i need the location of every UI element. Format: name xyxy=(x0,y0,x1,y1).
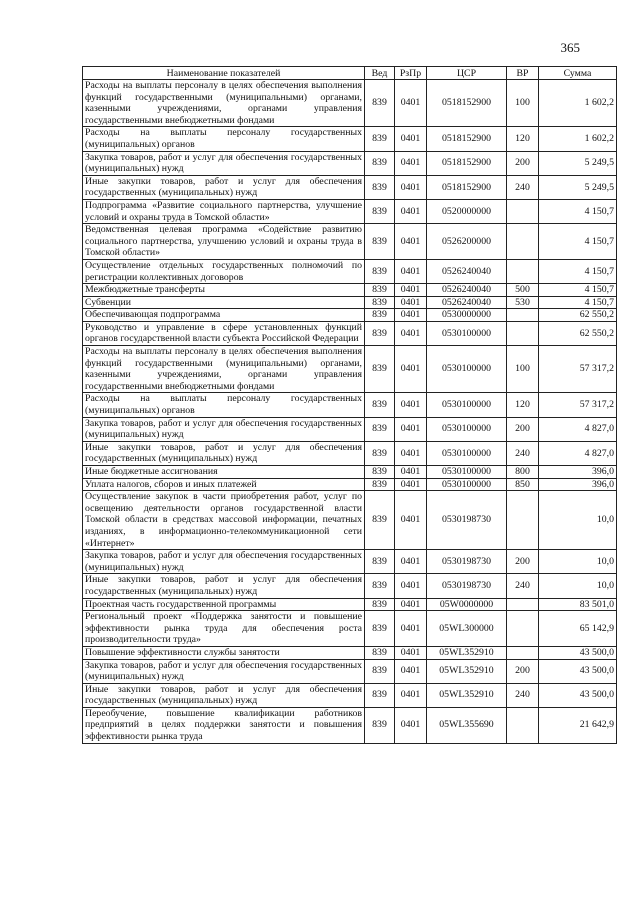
cell-name: Расходы на выплаты персоналу государственных (муниципальных) органов xyxy=(83,393,365,417)
cell-ved: 839 xyxy=(365,611,395,647)
cell-vr xyxy=(507,224,539,260)
cell-sum: 4 150,7 xyxy=(539,199,617,223)
header-ved: Вед xyxy=(365,67,395,80)
cell-sum: 43 500,0 xyxy=(539,683,617,707)
cell-rzpr: 0401 xyxy=(395,175,427,199)
table-row xyxy=(83,151,617,175)
cell-csr: 05WL352910 xyxy=(427,659,507,683)
cell-sum: 10,0 xyxy=(539,550,617,574)
cell-csr: 0530198730 xyxy=(427,574,507,598)
table-row xyxy=(83,491,617,550)
cell-name: Иные бюджетные ассигнования xyxy=(83,466,365,479)
cell-ved: 839 xyxy=(365,296,395,309)
cell-rzpr: 0401 xyxy=(395,199,427,223)
table-row xyxy=(83,80,617,127)
cell-name: Подпрограмма «Развитие социального партнерства, улучшение условий и охраны труда в Томской области» xyxy=(83,199,365,223)
cell-sum: 62 550,2 xyxy=(539,321,617,345)
table-row xyxy=(83,646,617,659)
table-row xyxy=(83,441,617,465)
cell-ved: 839 xyxy=(365,478,395,491)
cell-ved: 839 xyxy=(365,417,395,441)
cell-name: Межбюджетные трансферты xyxy=(83,284,365,297)
cell-vr: 530 xyxy=(507,296,539,309)
cell-ved: 839 xyxy=(365,441,395,465)
cell-name: Осуществление закупок в части приобретения работ, услуг по освещению деятельности органов государственной власти Томской области в средствах массовой информации, печатных изданиях, в информационно-телекоммуникационной сети «Интернет» xyxy=(83,491,365,550)
cell-sum: 65 142,9 xyxy=(539,611,617,647)
cell-csr: 05WL352910 xyxy=(427,683,507,707)
cell-csr: 0530100000 xyxy=(427,346,507,393)
cell-ved: 839 xyxy=(365,491,395,550)
cell-ved: 839 xyxy=(365,199,395,223)
cell-vr: 120 xyxy=(507,393,539,417)
table-header-row xyxy=(83,67,617,80)
cell-vr xyxy=(507,309,539,322)
cell-ved: 839 xyxy=(365,127,395,151)
cell-vr: 850 xyxy=(507,478,539,491)
budget-table xyxy=(82,66,617,744)
cell-name: Руководство и управление в сфере установленных функций органов государственной власти субъекта Российской Федерации xyxy=(83,321,365,345)
table-row xyxy=(83,199,617,223)
cell-rzpr: 0401 xyxy=(395,80,427,127)
cell-sum: 43 500,0 xyxy=(539,659,617,683)
cell-sum: 1 602,2 xyxy=(539,127,617,151)
cell-vr: 800 xyxy=(507,466,539,479)
cell-csr: 0530100000 xyxy=(427,393,507,417)
cell-vr: 200 xyxy=(507,417,539,441)
table-row xyxy=(83,393,617,417)
table-row xyxy=(83,296,617,309)
table-row xyxy=(83,284,617,297)
cell-sum: 57 317,2 xyxy=(539,393,617,417)
cell-ved: 839 xyxy=(365,80,395,127)
cell-vr xyxy=(507,646,539,659)
cell-name: Обеспечивающая подпрограмма xyxy=(83,309,365,322)
cell-name: Расходы на выплаты персоналу в целях обеспечения выполнения функций государственными (муниципальными) органами, казенными учреждениями, органами управления государственными внебюджетными фондами xyxy=(83,346,365,393)
table-row xyxy=(83,611,617,647)
table-row xyxy=(83,417,617,441)
cell-rzpr: 0401 xyxy=(395,491,427,550)
cell-ved: 839 xyxy=(365,309,395,322)
cell-csr: 0530100000 xyxy=(427,321,507,345)
cell-csr: 0530100000 xyxy=(427,478,507,491)
table-row xyxy=(83,224,617,260)
cell-ved: 839 xyxy=(365,646,395,659)
cell-sum: 4 827,0 xyxy=(539,417,617,441)
cell-vr xyxy=(507,491,539,550)
cell-rzpr: 0401 xyxy=(395,296,427,309)
cell-csr: 0520000000 xyxy=(427,199,507,223)
cell-ved: 839 xyxy=(365,598,395,611)
cell-name: Закупка товаров, работ и услуг для обеспечения государственных (муниципальных) нужд xyxy=(83,151,365,175)
cell-vr: 240 xyxy=(507,175,539,199)
cell-vr: 100 xyxy=(507,346,539,393)
cell-name: Ведомственная целевая программа «Содействие развитию социального партнерства, улучшению условий и охраны труда в Томской области» xyxy=(83,224,365,260)
cell-rzpr: 0401 xyxy=(395,309,427,322)
cell-rzpr: 0401 xyxy=(395,466,427,479)
cell-ved: 839 xyxy=(365,259,395,283)
cell-sum: 396,0 xyxy=(539,478,617,491)
table-row xyxy=(83,309,617,322)
cell-vr: 240 xyxy=(507,683,539,707)
cell-rzpr: 0401 xyxy=(395,224,427,260)
cell-rzpr: 0401 xyxy=(395,683,427,707)
cell-name: Уплата налогов, сборов и иных платежей xyxy=(83,478,365,491)
cell-csr: 05WL352910 xyxy=(427,646,507,659)
cell-name: Иные закупки товаров, работ и услуг для обеспечения государственных (муниципальных) нужд xyxy=(83,683,365,707)
table-row xyxy=(83,574,617,598)
table-row xyxy=(83,346,617,393)
cell-csr: 0518152900 xyxy=(427,80,507,127)
cell-vr: 200 xyxy=(507,151,539,175)
cell-csr: 0526240040 xyxy=(427,259,507,283)
table-row xyxy=(83,683,617,707)
cell-sum: 1 602,2 xyxy=(539,80,617,127)
cell-ved: 839 xyxy=(365,224,395,260)
cell-vr xyxy=(507,321,539,345)
cell-rzpr: 0401 xyxy=(395,284,427,297)
header-csr: ЦСР xyxy=(427,67,507,80)
cell-sum: 43 500,0 xyxy=(539,646,617,659)
cell-ved: 839 xyxy=(365,659,395,683)
cell-sum: 5 249,5 xyxy=(539,175,617,199)
cell-name: Закупка товаров, работ и услуг для обеспечения государственных (муниципальных) нужд xyxy=(83,550,365,574)
cell-sum: 21 642,9 xyxy=(539,707,617,743)
cell-vr xyxy=(507,707,539,743)
table-row xyxy=(83,466,617,479)
cell-vr xyxy=(507,611,539,647)
cell-name: Расходы на выплаты персоналу государственных (муниципальных) органов xyxy=(83,127,365,151)
header-name: Наименование показателей xyxy=(83,67,365,80)
cell-sum: 83 501,0 xyxy=(539,598,617,611)
cell-ved: 839 xyxy=(365,683,395,707)
cell-rzpr: 0401 xyxy=(395,417,427,441)
cell-vr xyxy=(507,259,539,283)
cell-csr: 0518152900 xyxy=(427,175,507,199)
cell-name: Иные закупки товаров, работ и услуг для обеспечения государственных (муниципальных) нужд xyxy=(83,441,365,465)
cell-name: Закупка товаров, работ и услуг для обеспечения государственных (муниципальных) нужд xyxy=(83,659,365,683)
cell-rzpr: 0401 xyxy=(395,707,427,743)
cell-rzpr: 0401 xyxy=(395,259,427,283)
cell-sum: 10,0 xyxy=(539,574,617,598)
cell-name: Закупка товаров, работ и услуг для обеспечения государственных (муниципальных) нужд xyxy=(83,417,365,441)
cell-rzpr: 0401 xyxy=(395,346,427,393)
cell-sum: 5 249,5 xyxy=(539,151,617,175)
table-row xyxy=(83,321,617,345)
table-row xyxy=(83,175,617,199)
cell-sum: 57 317,2 xyxy=(539,346,617,393)
cell-csr: 0530100000 xyxy=(427,441,507,465)
cell-name: Расходы на выплаты персоналу в целях обеспечения выполнения функций государственными (муниципальными) органами, казенными учреждениями, органами управления государственными внебюджетными фондами xyxy=(83,80,365,127)
cell-rzpr: 0401 xyxy=(395,151,427,175)
cell-rzpr: 0401 xyxy=(395,550,427,574)
cell-vr: 100 xyxy=(507,80,539,127)
cell-csr: 05WL300000 xyxy=(427,611,507,647)
cell-csr: 05W0000000 xyxy=(427,598,507,611)
cell-sum: 396,0 xyxy=(539,466,617,479)
cell-rzpr: 0401 xyxy=(395,441,427,465)
cell-name: Осуществление отдельных государственных полномочий по регистрации коллективных договоров xyxy=(83,259,365,283)
cell-rzpr: 0401 xyxy=(395,659,427,683)
cell-csr: 0530198730 xyxy=(427,550,507,574)
cell-csr: 0518152900 xyxy=(427,127,507,151)
cell-ved: 839 xyxy=(365,175,395,199)
cell-name: Иные закупки товаров, работ и услуг для обеспечения государственных (муниципальных) нужд xyxy=(83,175,365,199)
cell-sum: 4 150,7 xyxy=(539,259,617,283)
cell-csr: 0530198730 xyxy=(427,491,507,550)
table-row xyxy=(83,478,617,491)
cell-sum: 10,0 xyxy=(539,491,617,550)
cell-rzpr: 0401 xyxy=(395,321,427,345)
cell-rzpr: 0401 xyxy=(395,611,427,647)
cell-csr: 0530100000 xyxy=(427,417,507,441)
cell-vr xyxy=(507,199,539,223)
cell-ved: 839 xyxy=(365,284,395,297)
header-sum: Сумма xyxy=(539,67,617,80)
cell-rzpr: 0401 xyxy=(395,598,427,611)
table-row xyxy=(83,127,617,151)
cell-vr: 200 xyxy=(507,550,539,574)
cell-ved: 839 xyxy=(365,151,395,175)
cell-sum: 4 150,7 xyxy=(539,224,617,260)
cell-ved: 839 xyxy=(365,466,395,479)
cell-csr: 0526240040 xyxy=(427,296,507,309)
table-row xyxy=(83,707,617,743)
page-number: 365 xyxy=(560,40,580,55)
table-row xyxy=(83,598,617,611)
cell-vr xyxy=(507,598,539,611)
cell-rzpr: 0401 xyxy=(395,127,427,151)
cell-sum: 4 150,7 xyxy=(539,284,617,297)
cell-csr: 0530000000 xyxy=(427,309,507,322)
cell-csr: 0526200000 xyxy=(427,224,507,260)
cell-ved: 839 xyxy=(365,346,395,393)
table-row xyxy=(83,259,617,283)
cell-csr: 0518152900 xyxy=(427,151,507,175)
cell-name: Региональный проект «Поддержка занятости и повышение эффективности рынка труда для обеспечения роста производительности труда» xyxy=(83,611,365,647)
cell-csr: 05WL355690 xyxy=(427,707,507,743)
cell-vr: 240 xyxy=(507,441,539,465)
cell-vr: 500 xyxy=(507,284,539,297)
cell-ved: 839 xyxy=(365,321,395,345)
cell-rzpr: 0401 xyxy=(395,646,427,659)
cell-ved: 839 xyxy=(365,393,395,417)
cell-name: Повышение эффективности службы занятости xyxy=(83,646,365,659)
cell-name: Проектная часть государственной программы xyxy=(83,598,365,611)
cell-rzpr: 0401 xyxy=(395,574,427,598)
header-vr: ВР xyxy=(507,67,539,80)
cell-vr: 240 xyxy=(507,574,539,598)
cell-sum: 4 827,0 xyxy=(539,441,617,465)
cell-csr: 0530100000 xyxy=(427,466,507,479)
cell-csr: 0526240040 xyxy=(427,284,507,297)
cell-vr: 200 xyxy=(507,659,539,683)
cell-rzpr: 0401 xyxy=(395,478,427,491)
cell-rzpr: 0401 xyxy=(395,393,427,417)
cell-vr: 120 xyxy=(507,127,539,151)
cell-name: Субвенции xyxy=(83,296,365,309)
cell-ved: 839 xyxy=(365,574,395,598)
cell-name: Иные закупки товаров, работ и услуг для обеспечения государственных (муниципальных) нужд xyxy=(83,574,365,598)
header-rzpr: РзПр xyxy=(395,67,427,80)
cell-ved: 839 xyxy=(365,550,395,574)
table-row xyxy=(83,550,617,574)
cell-sum: 4 150,7 xyxy=(539,296,617,309)
table-row xyxy=(83,659,617,683)
cell-sum: 62 550,2 xyxy=(539,309,617,322)
cell-ved: 839 xyxy=(365,707,395,743)
cell-name: Переобучение, повышение квалификации работников предприятий в целях поддержки занятости и повышения эффективности рынка труда xyxy=(83,707,365,743)
